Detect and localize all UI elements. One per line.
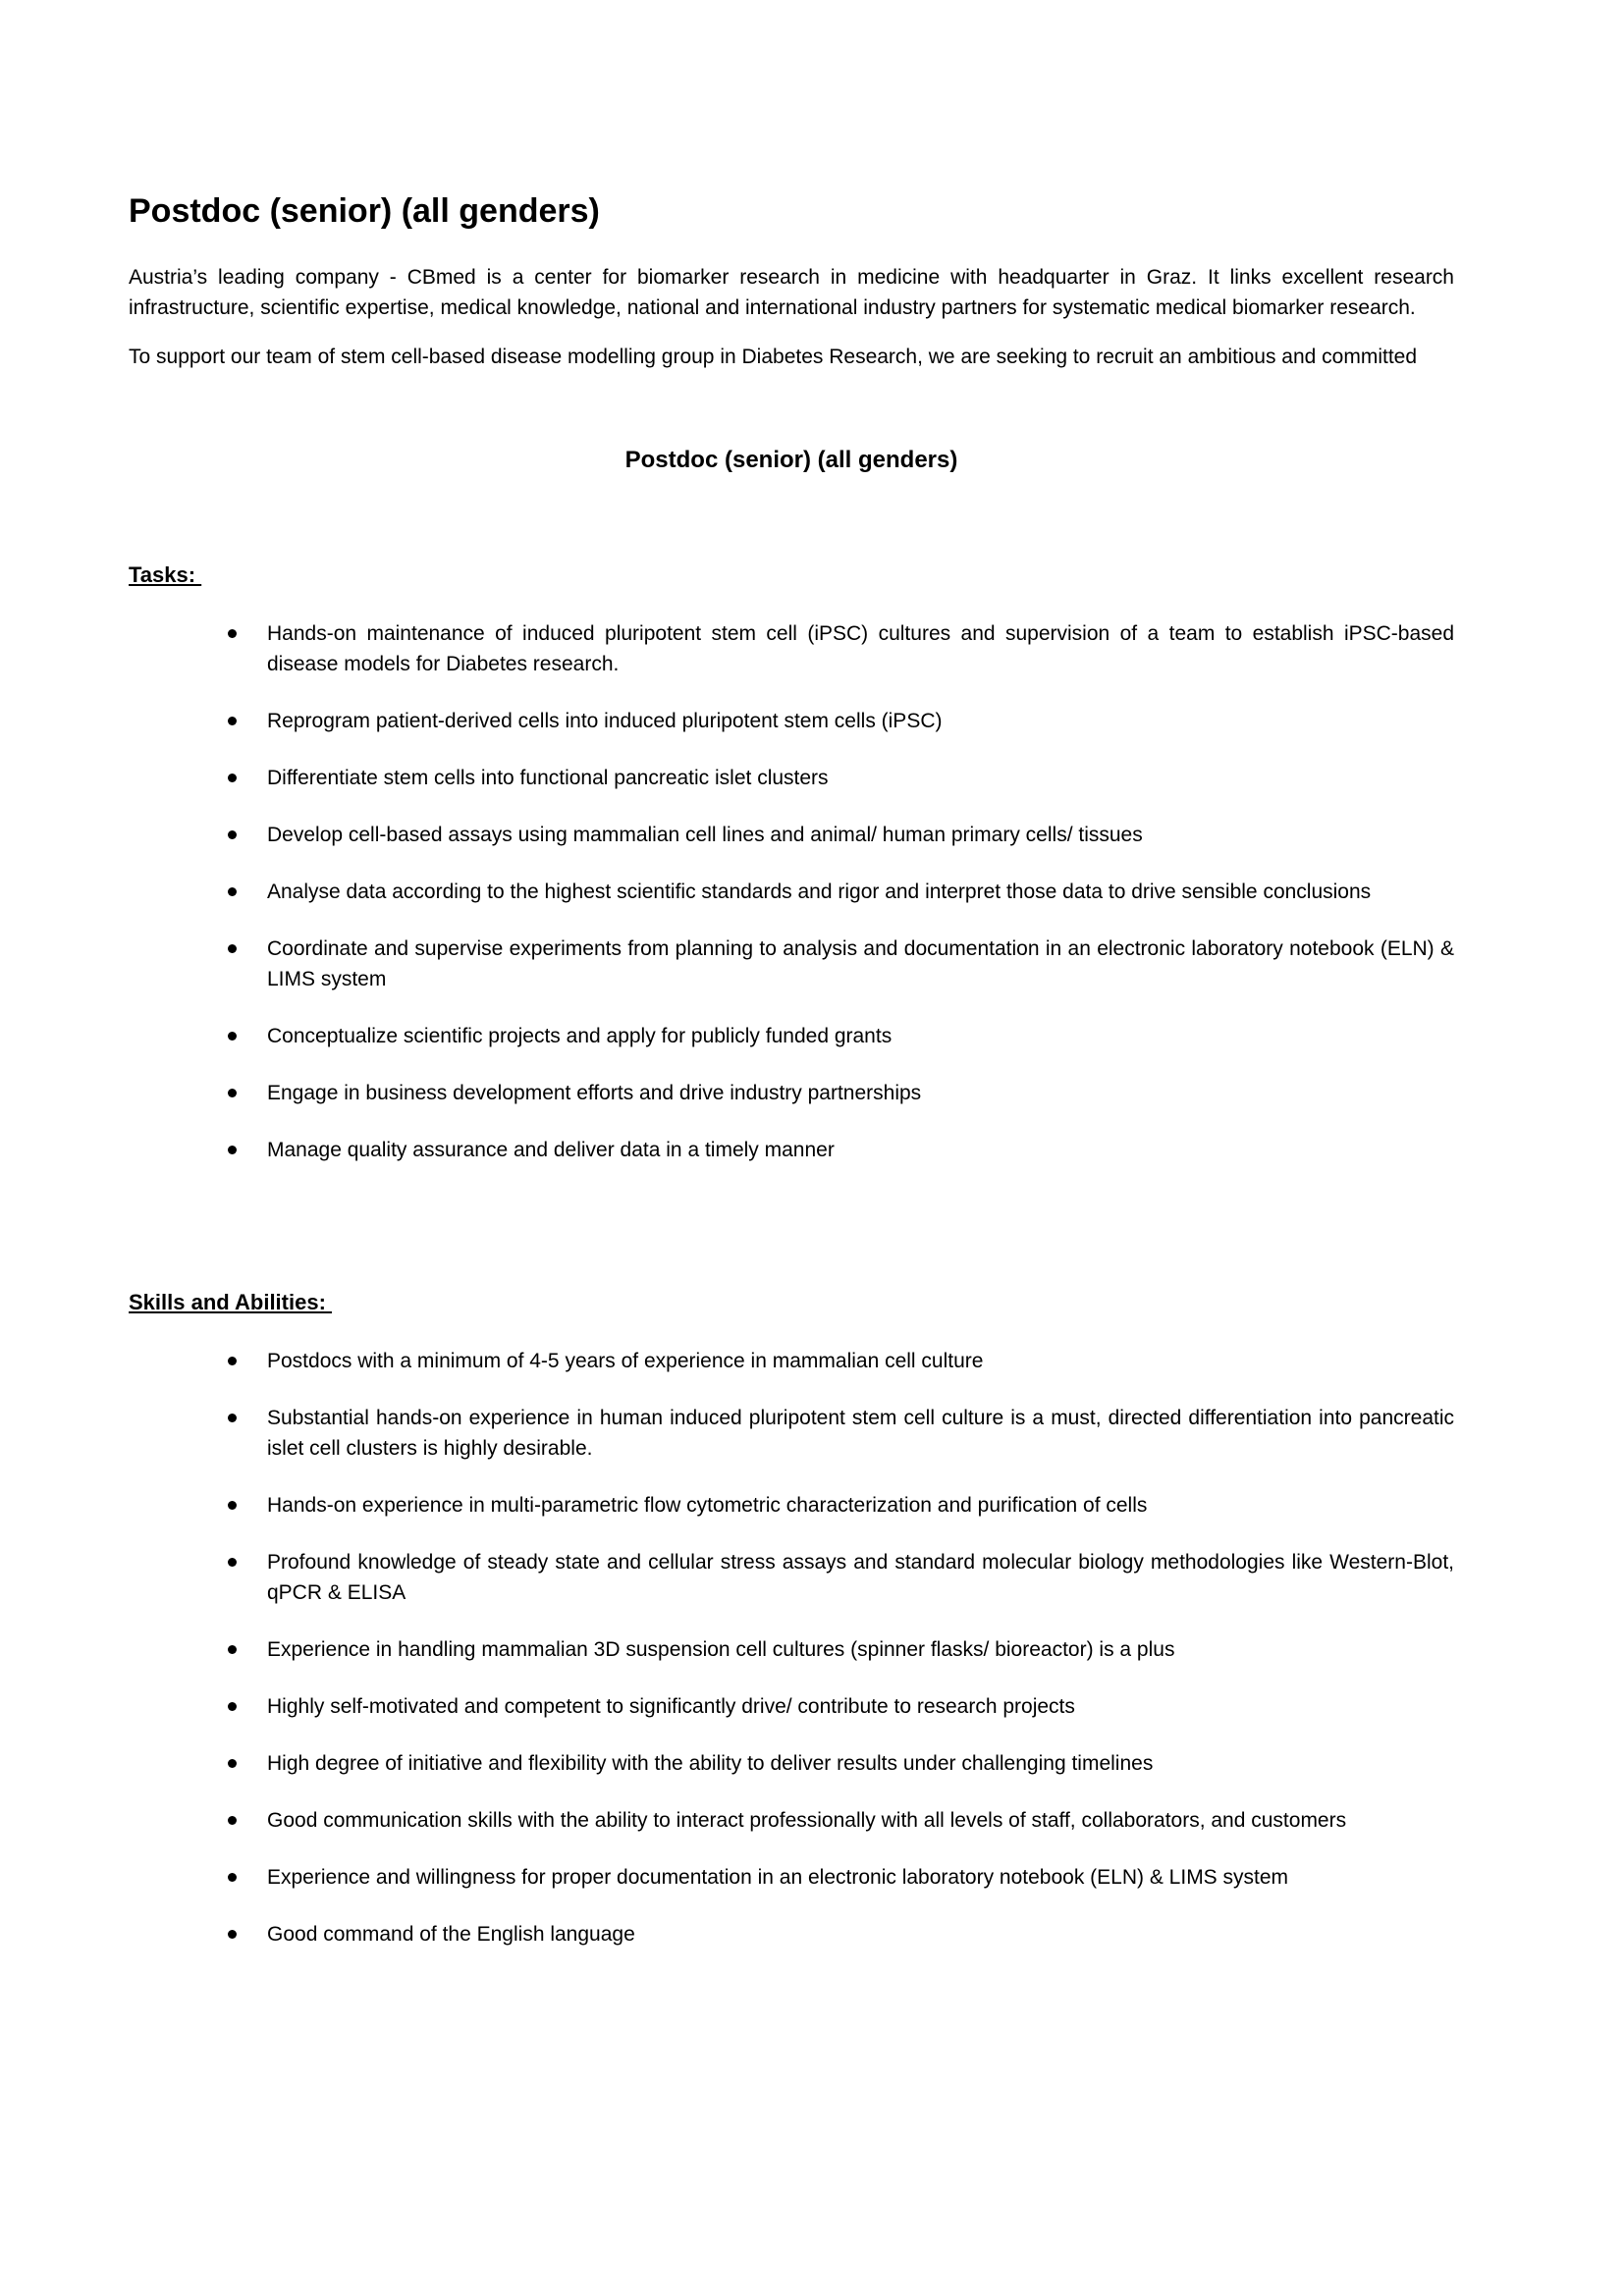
- position-heading: Postdoc (senior) (all genders): [624, 447, 958, 473]
- list-item: Analyse data according to the highest scientific standards and rigor and interpret those data to drive sensible conclusions: [129, 877, 1454, 907]
- skills-list: [129, 1346, 1454, 1949]
- tasks-list: [129, 618, 1454, 1165]
- list-item: Hands-on maintenance of induced pluripotent stem cell (iPSC) cultures and supervision of a team to establish iPSC-based disease models for Diabetes research.: [129, 618, 1454, 679]
- list-item: Engage in business development efforts and drive industry partnerships: [129, 1078, 1454, 1108]
- list-item: Conceptualize scientific projects and apply for publicly funded grants: [129, 1021, 1454, 1051]
- list-item: Reprogram patient-derived cells into induced pluripotent stem cells (iPSC): [129, 706, 1454, 736]
- list-item: Good communication skills with the ability to interact professionally with all levels of staff, collaborators, and customers: [129, 1805, 1454, 1836]
- list-item: Hands-on experience in multi-parametric flow cytometric characterization and purification of cells: [129, 1490, 1454, 1521]
- list-item: Coordinate and supervise experiments from planning to analysis and documentation in an electronic laboratory notebook (ELN) & LIMS system: [129, 934, 1454, 994]
- list-item: Profound knowledge of steady state and cellular stress assays and standard molecular biology methodologies like Western-Blot, qPCR & ELISA: [129, 1547, 1454, 1608]
- intro-paragraph-recruiting: To support our team of stem cell-based disease modelling group in Diabetes Research, we are seeking to recruit an ambitious and committed: [129, 346, 1418, 368]
- list-item: Substantial hands-on experience in human induced pluripotent stem cell culture is a must, directed differentiation into pancreatic islet cell clusters is highly desirable.: [129, 1403, 1454, 1464]
- list-item: High degree of initiative and flexibility with the ability to deliver results under challenging timelines: [129, 1748, 1454, 1779]
- section-tasks: [129, 560, 1454, 1165]
- list-item: Experience in handling mammalian 3D suspension cell cultures (spinner flasks/ bioreactor) is a plus: [129, 1634, 1454, 1665]
- section-heading-tasks: Tasks:: [129, 562, 202, 587]
- list-item: Good command of the English language: [129, 1919, 1454, 1949]
- list-item: Postdocs with a minimum of 4-5 years of experience in mammalian cell culture: [129, 1346, 1454, 1376]
- section-heading-skills: Skills and Abilities:: [129, 1290, 333, 1314]
- page-title: Postdoc (senior) (all genders): [129, 192, 600, 230]
- list-item: Differentiate stem cells into functional pancreatic islet clusters: [129, 763, 1454, 793]
- intro-paragraph-company: Austria’s leading company - CBmed is a center for biomarker research in medicine with headquarter in Graz. It links excellent research infrastructure, scientific expertise, medical knowledge, national and international industry partners for systematic medical biomarker research.: [129, 266, 1454, 319]
- list-item: Develop cell-based assays using mammalian cell lines and animal/ human primary cells/ tissues: [129, 820, 1454, 850]
- list-item: Highly self-motivated and competent to significantly drive/ contribute to research projects: [129, 1691, 1454, 1722]
- section-skills: [129, 1287, 1454, 1949]
- list-item: Manage quality assurance and deliver data in a timely manner: [129, 1135, 1454, 1165]
- list-item: Experience and willingness for proper documentation in an electronic laboratory notebook (ELN) & LIMS system: [129, 1862, 1454, 1893]
